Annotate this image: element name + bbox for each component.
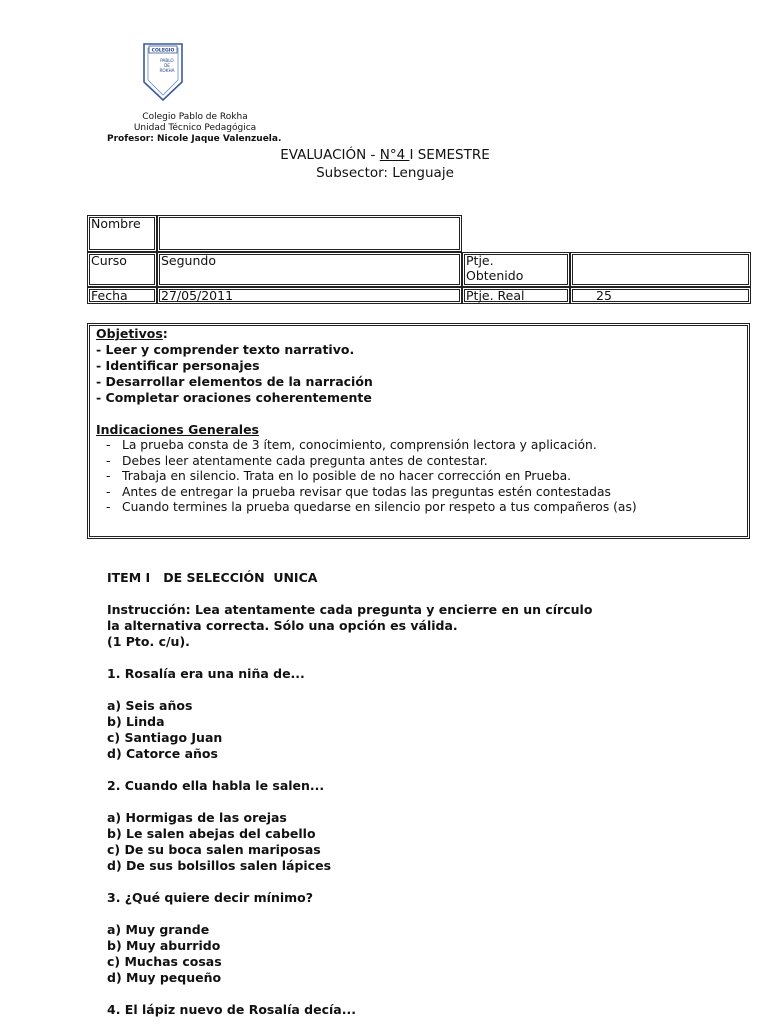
unit-name: Unidad Técnico Pedagógica — [133, 123, 257, 133]
title-number: N°4 — [379, 147, 410, 163]
instruction-line-3: (1 Pto. c/u). — [107, 634, 190, 649]
title-post: I SEMESTRE — [409, 147, 490, 163]
school-header — [100, 112, 290, 145]
q1-option-b[interactable]: b) Linda — [107, 714, 165, 729]
q2-option-d[interactable]: d) De sus bolsillos salen lápices — [107, 858, 332, 873]
item-section — [107, 570, 747, 1018]
q2-option-a[interactable]: a) Hormigas de las orejas — [107, 810, 287, 825]
nombre-field[interactable] — [157, 215, 462, 252]
question-1: 1. Rosalía era una niña de... — [107, 666, 305, 681]
q2-option-b[interactable]: b) Le salen abejas del cabello — [107, 826, 316, 841]
ptje-obtenido-label: Ptje. Obtenido — [462, 252, 570, 287]
student-info-table — [87, 215, 751, 304]
q1-option-d[interactable]: d) Catorce años — [107, 746, 218, 761]
question-3: 3. ¿Qué quiere decir mínimo? — [107, 890, 313, 905]
indication-4: - Antes de entregar la prueba revisar que todas las preguntas estén contestadas — [122, 485, 741, 501]
teacher-name: Profesor: Nicole Jaque Valenzuela. — [107, 134, 282, 144]
indication-2: - Debes leer atentamente cada pregunta antes de contestar. — [122, 454, 741, 470]
instruction-line-1: Instrucción: Lea atentamente cada pregunta y encierre en un círculo — [107, 602, 593, 617]
ptje-real-value: 25 — [570, 287, 751, 304]
instruction-line-2: la alternativa correcta. Sólo una opción es válida. — [107, 618, 458, 633]
fecha-value: 27/05/2011 — [157, 287, 462, 304]
nombre-label: Nombre — [87, 215, 157, 252]
objectives-heading: Objetivos — [96, 326, 163, 341]
indications-heading: Indicaciones Generales — [96, 422, 259, 437]
q3-option-c[interactable]: c) Muchas cosas — [107, 954, 222, 969]
curso-value: Segundo — [157, 252, 462, 287]
logo-text-3: DE — [164, 63, 170, 68]
ptje-obtenido-field[interactable] — [570, 252, 751, 287]
objective-1: - Leer y comprender texto narrativo. — [96, 342, 355, 357]
school-name: Colegio Pablo de Rokha — [142, 112, 248, 122]
question-4: 4. El lápiz nuevo de Rosalía decía... — [107, 1002, 356, 1017]
instructions-box — [89, 325, 748, 537]
q3-option-d[interactable]: d) Muy pequeño — [107, 970, 222, 985]
indications-list — [96, 438, 741, 516]
logo-text-2: PABLO — [160, 58, 174, 63]
indication-1: - La prueba consta de 3 ítem, conocimiento, comprensión lectora y aplicación. — [122, 438, 741, 454]
objective-3: - Desarrollar elementos de la narración — [96, 374, 373, 389]
q2-option-c[interactable]: c) De su boca salen mariposas — [107, 842, 321, 857]
curso-label: Curso — [87, 252, 157, 287]
indication-3: - Trabaja en silencio. Trata en lo posible de no hacer corrección en Prueba. — [122, 469, 741, 485]
exam-title — [200, 147, 570, 164]
q1-option-a[interactable]: a) Seis años — [107, 698, 193, 713]
q1-option-c[interactable]: c) Santiago Juan — [107, 730, 223, 745]
question-2: 2. Cuando ella habla le salen... — [107, 778, 325, 793]
objective-4: - Completar oraciones coherentemente — [96, 390, 372, 405]
item-heading: ITEM I DE SELECCIÓN UNICA — [107, 570, 318, 585]
objective-2: - Identificar personajes — [96, 358, 260, 373]
logo-text-4: ROKHA — [159, 68, 175, 73]
ptje-real-label: Ptje. Real — [462, 287, 570, 304]
q3-option-b[interactable]: b) Muy aburrido — [107, 938, 221, 953]
fecha-label: Fecha — [87, 287, 157, 304]
indication-5: - Cuando termines la prueba quedarse en silencio por respeto a tus compañeros (as) — [122, 500, 741, 516]
objectives-colon: : — [162, 326, 168, 341]
logo-text-1: COLEGIO — [151, 48, 175, 54]
school-logo — [141, 42, 185, 102]
q3-option-a[interactable]: a) Muy grande — [107, 922, 210, 937]
title-pre: EVALUACIÓN - — [280, 147, 380, 163]
exam-subtitle: Subsector: Lenguaje — [316, 165, 454, 181]
